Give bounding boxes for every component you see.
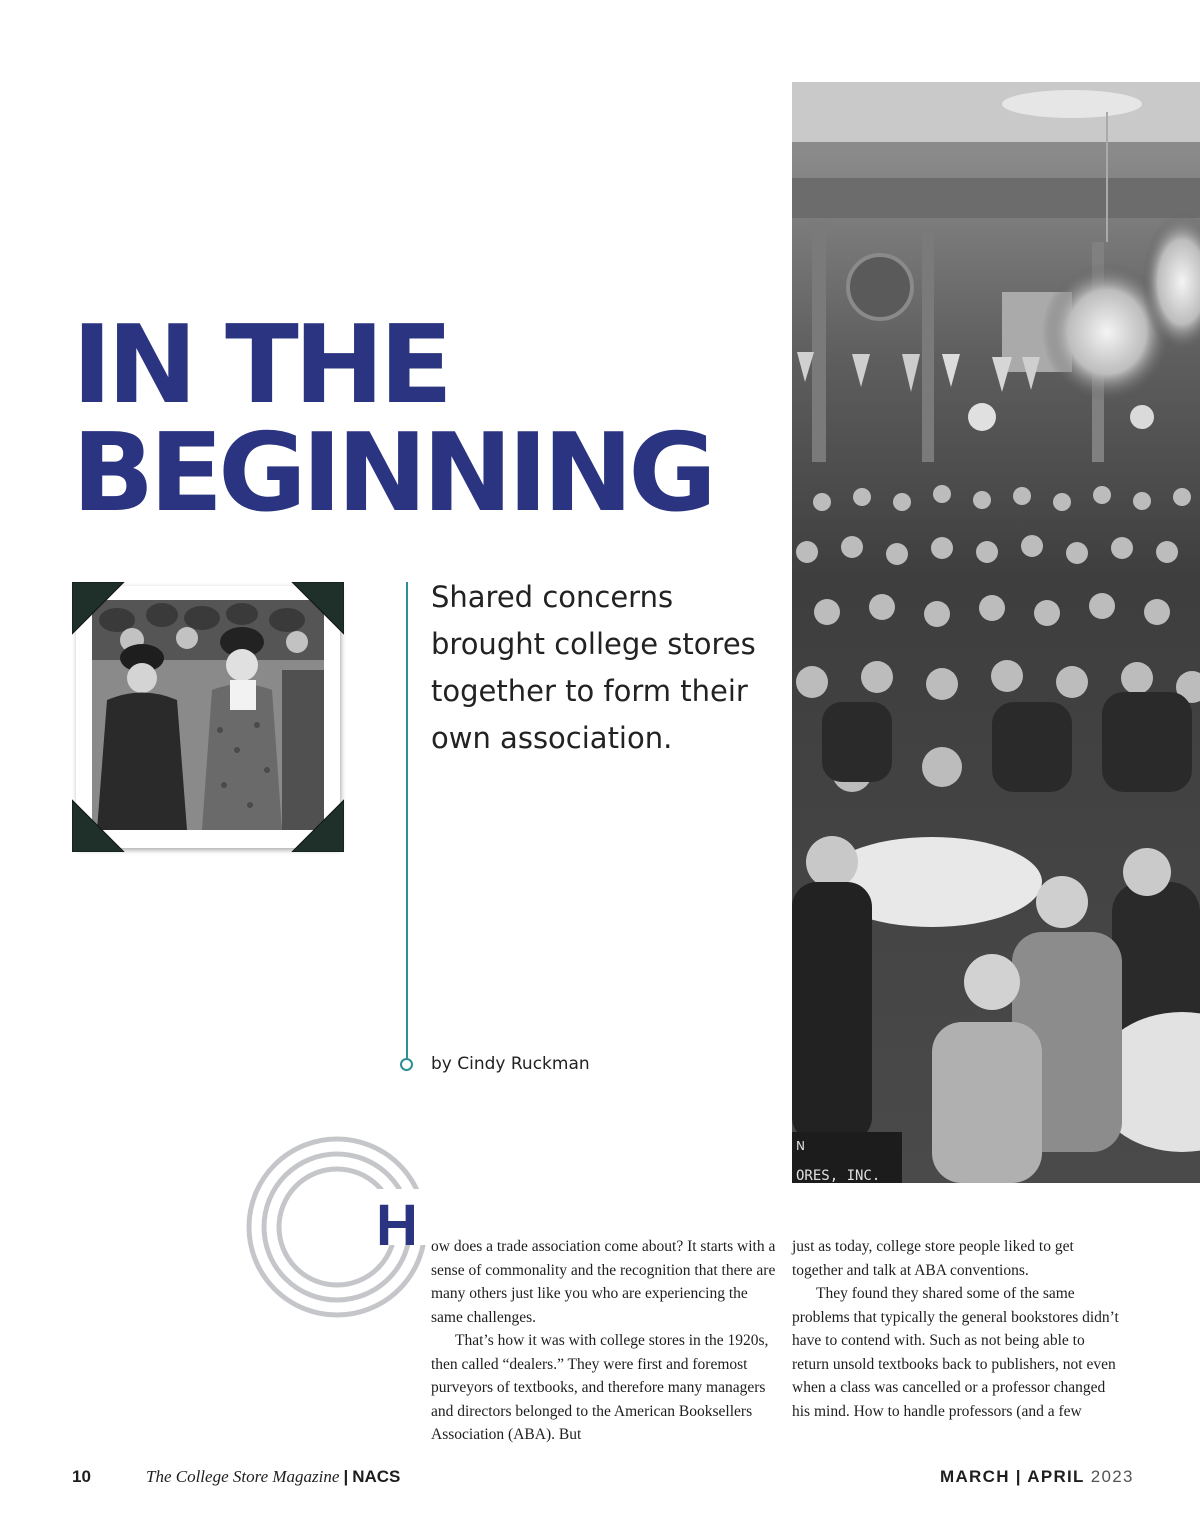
article-paragraph: just as today, college store people liked to get together and talk at ABA conventions.: [792, 1238, 1074, 1279]
banquet-photo-illustration: [792, 82, 1200, 1183]
headline: [72, 303, 772, 536]
banquet-photo-sign-text: ORES, INC.: [796, 1168, 881, 1183]
issue-year: 2023: [1090, 1467, 1134, 1486]
page-number: 10: [72, 1467, 91, 1486]
issue-months: MARCH | APRIL: [940, 1467, 1085, 1486]
headline-line-1: IN THE: [72, 303, 449, 428]
byline: by Cindy Ruckman: [431, 1054, 590, 1074]
article-paragraph: ow does a trade association come about? It starts with a sense of commonality and the recognition that there are many others just like you who are experiencing the same challenges.: [431, 1238, 776, 1326]
footer-separator: |: [343, 1467, 349, 1486]
accent-line: [406, 582, 408, 1058]
banquet-photo-sign-letter: N: [796, 1139, 805, 1153]
headline-line-2: BEGINNING: [72, 411, 712, 536]
magazine-title: The College Store Magazine: [146, 1467, 340, 1486]
publisher-name: NACS: [352, 1467, 401, 1486]
issue-date: [940, 1467, 1134, 1487]
photo-corners: [72, 582, 344, 852]
article-column-2: [792, 1235, 1122, 1423]
magazine-name: [146, 1467, 400, 1487]
article-paragraph: That’s how it was with college stores in the 1920s, then called “dealers.” They were first and foremost purveyors of textbooks, and therefore many managers and directors belonged to the American Booksellers Association (ABA). But: [431, 1332, 769, 1443]
article-column-1: [431, 1235, 776, 1447]
subtitle: Shared concerns brought college stores together to form their own association.: [431, 580, 756, 755]
article-paragraph: They found they shared some of the same problems that typically the general bookstores didn’t have to contend with. Such as not being able to return unsold textbooks back to publishers, not even when a class was cancelled or a professor changed his mind. How to handle professors (and a few: [792, 1285, 1119, 1420]
drop-cap: H: [376, 1193, 418, 1258]
accent-dot: [400, 1058, 413, 1071]
banquet-photo: [792, 82, 1200, 1183]
